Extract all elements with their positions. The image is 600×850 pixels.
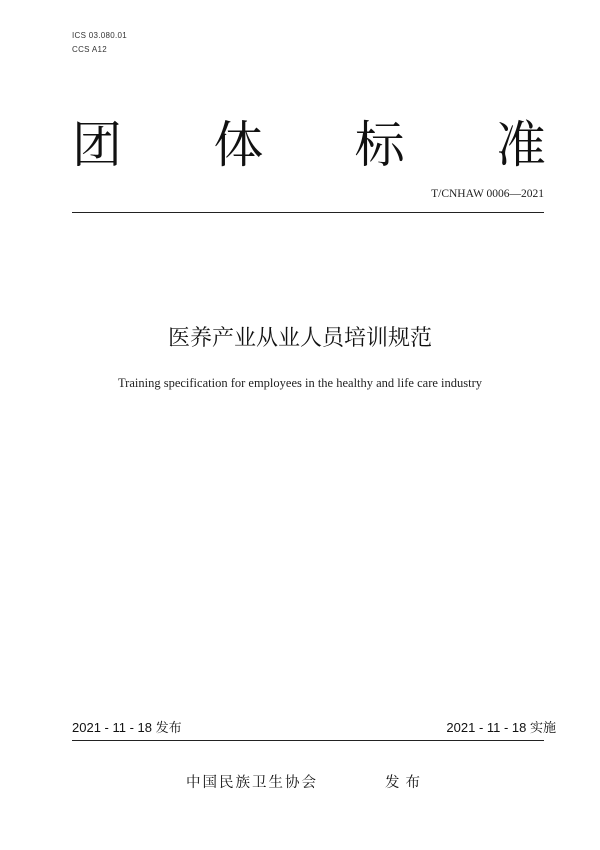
standard-type-char: 团 <box>72 116 122 174</box>
bottom-divider <box>72 740 544 741</box>
publisher-name: 中国民族卫生协会 <box>186 775 318 791</box>
standard-type-char: 标 <box>354 116 405 174</box>
standard-type-char: 准 <box>495 116 546 174</box>
top-divider <box>72 212 544 213</box>
publish-label: 发布 <box>385 775 426 791</box>
implementation-date: 2021 - 11 - 18 实施 <box>446 720 556 735</box>
issue-date: 2021 - 11 - 18 发布 <box>72 720 182 735</box>
standard-type-heading <box>72 112 546 178</box>
document-title-zh: 医养产业从业人员培训规范 <box>167 326 432 351</box>
standard-code: T/CNHAW 0006—2021 <box>431 188 544 200</box>
ics-code: ICS 03.080.01 <box>72 31 128 40</box>
standard-type-char: 体 <box>213 116 264 174</box>
document-title-en: Training specification for employees in the healthy and life care industry <box>117 376 482 390</box>
ccs-code: CCS A12 <box>72 45 108 54</box>
